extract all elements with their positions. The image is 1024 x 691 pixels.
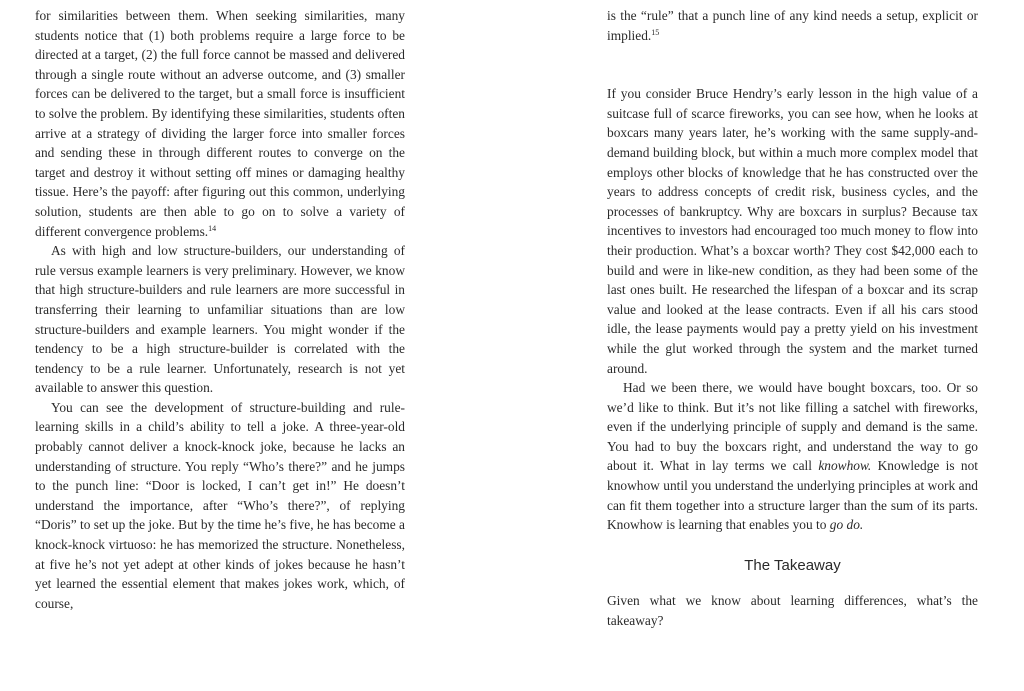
left-page (35, 6, 405, 613)
paragraph-text: As with high and low structure-builders, our understanding of rule versus example learners is very preliminary. However, we know that high structure-builders and rule learners are more successful in transferring their learning to unfamiliar situations than are low structure-builders and example learners. You might wonder if the tendency to be a high structure-builder is correlated with the tendency to be a rule learner. Unfortunately, research is not yet available to answer this question. (35, 243, 405, 396)
paragraph-text: Given what we know about learning differences, what’s the takeaway? (607, 593, 978, 629)
emphasis-go-do: go do. (829, 517, 864, 533)
paragraph-takeaway (607, 591, 978, 630)
paragraph-text: You can see the development of structure-building and rule-learning skills in a child’s ability to tell a joke. A three-year-old probably cannot deliver a knock-knock joke, because he lacks an understanding of structure. You reply “Who’s there?” and he jumps to the punch line: “Door is locked, I can’t get in!” He doesn’t understand the importance, after “Who’s there?”, of replying “Doris” to set up the joke. But by the time he’s five, he has become a knock-knock virtuoso: he has memorized the structure. Nonetheless, at five he’s not yet adept at other kinds of jokes because he hasn’t yet learned the essential element that makes jokes work, which, of course, (35, 399, 406, 611)
paragraph-punch-line (607, 6, 978, 45)
paragraph-text: If you consider Bruce Hendry’s early lesson in the high value of a suitcase full of scarce fireworks, you can see how, when he looks at boxcars many years later, he’s working with the same supply-and-demand building block, but within a much more complex model that employs other blocks of knowledge that he has constructed over the years to address concepts of credit risk, business cycles, and the processes of bankruptcy. Why are boxcars in surplus? Because tax incentives to investors had encouraged too much money to flow into their production. What’s a boxcar worth? They cost $42,000 each to build and were in like-new condition, as they had been some of the last ones built. He researched the lifespan of a boxcar and its scrap value and looked at the lease contracts. Even if all his cars stood idle, the lease payments would pay a pretty yield on his investment while the glut worked through the system and the market turned around. (607, 86, 978, 376)
paragraph-convergence (35, 6, 405, 241)
right-page (607, 6, 978, 631)
section-heading: The Takeaway (744, 556, 841, 574)
section-break (607, 45, 978, 84)
paragraph-text: is the “rule” that a punch line of any kind needs a setup, explicit or implied. (607, 8, 978, 43)
paragraph-knock-knock (35, 398, 405, 614)
paragraph-rule-learners (35, 241, 405, 398)
emphasis-knowhow: knowhow. (818, 458, 872, 474)
paragraph-knowhow (607, 378, 978, 535)
paragraph-text: Knowledge is not knowhow until you understand the underlying principles at work and can fit them together into a structure larger than the sum of its parts. Knowhow is learning that enables you to (607, 458, 978, 533)
paragraph-text: Had we been there, we would have bought boxcars, too. Or so we’d like to think. But it’s not like filling a satchel with fireworks, even if the underlying principle of supply and demand is the same. You had to buy the boxcars right, and understand the way to go about it. What in lay terms we call (607, 380, 978, 474)
paragraph-text: for similarities between them. When seeking similarities, many students notice that (1) both problems require a large force to be directed at a target, (2) the full force cannot be massed and delivered through a single route without an adverse outcome, and (3) smaller forces can be delivered to the target, but a small force is insufficient to solve the problem. By identifying these similarities, students often arrive at a strategy of dividing the larger force into smaller forces and sending these in through different routes to converge on the target and destroy it without setting off mines or damaging healthy tissue. Here’s the payoff: after figuring out this common, underlying solution, students are then able to go on to solve a variety of different convergence problems. (35, 8, 405, 239)
footnote-ref-15: 15 (651, 27, 660, 37)
footnote-ref-14: 14 (208, 223, 217, 233)
paragraph-boxcars (607, 84, 978, 378)
